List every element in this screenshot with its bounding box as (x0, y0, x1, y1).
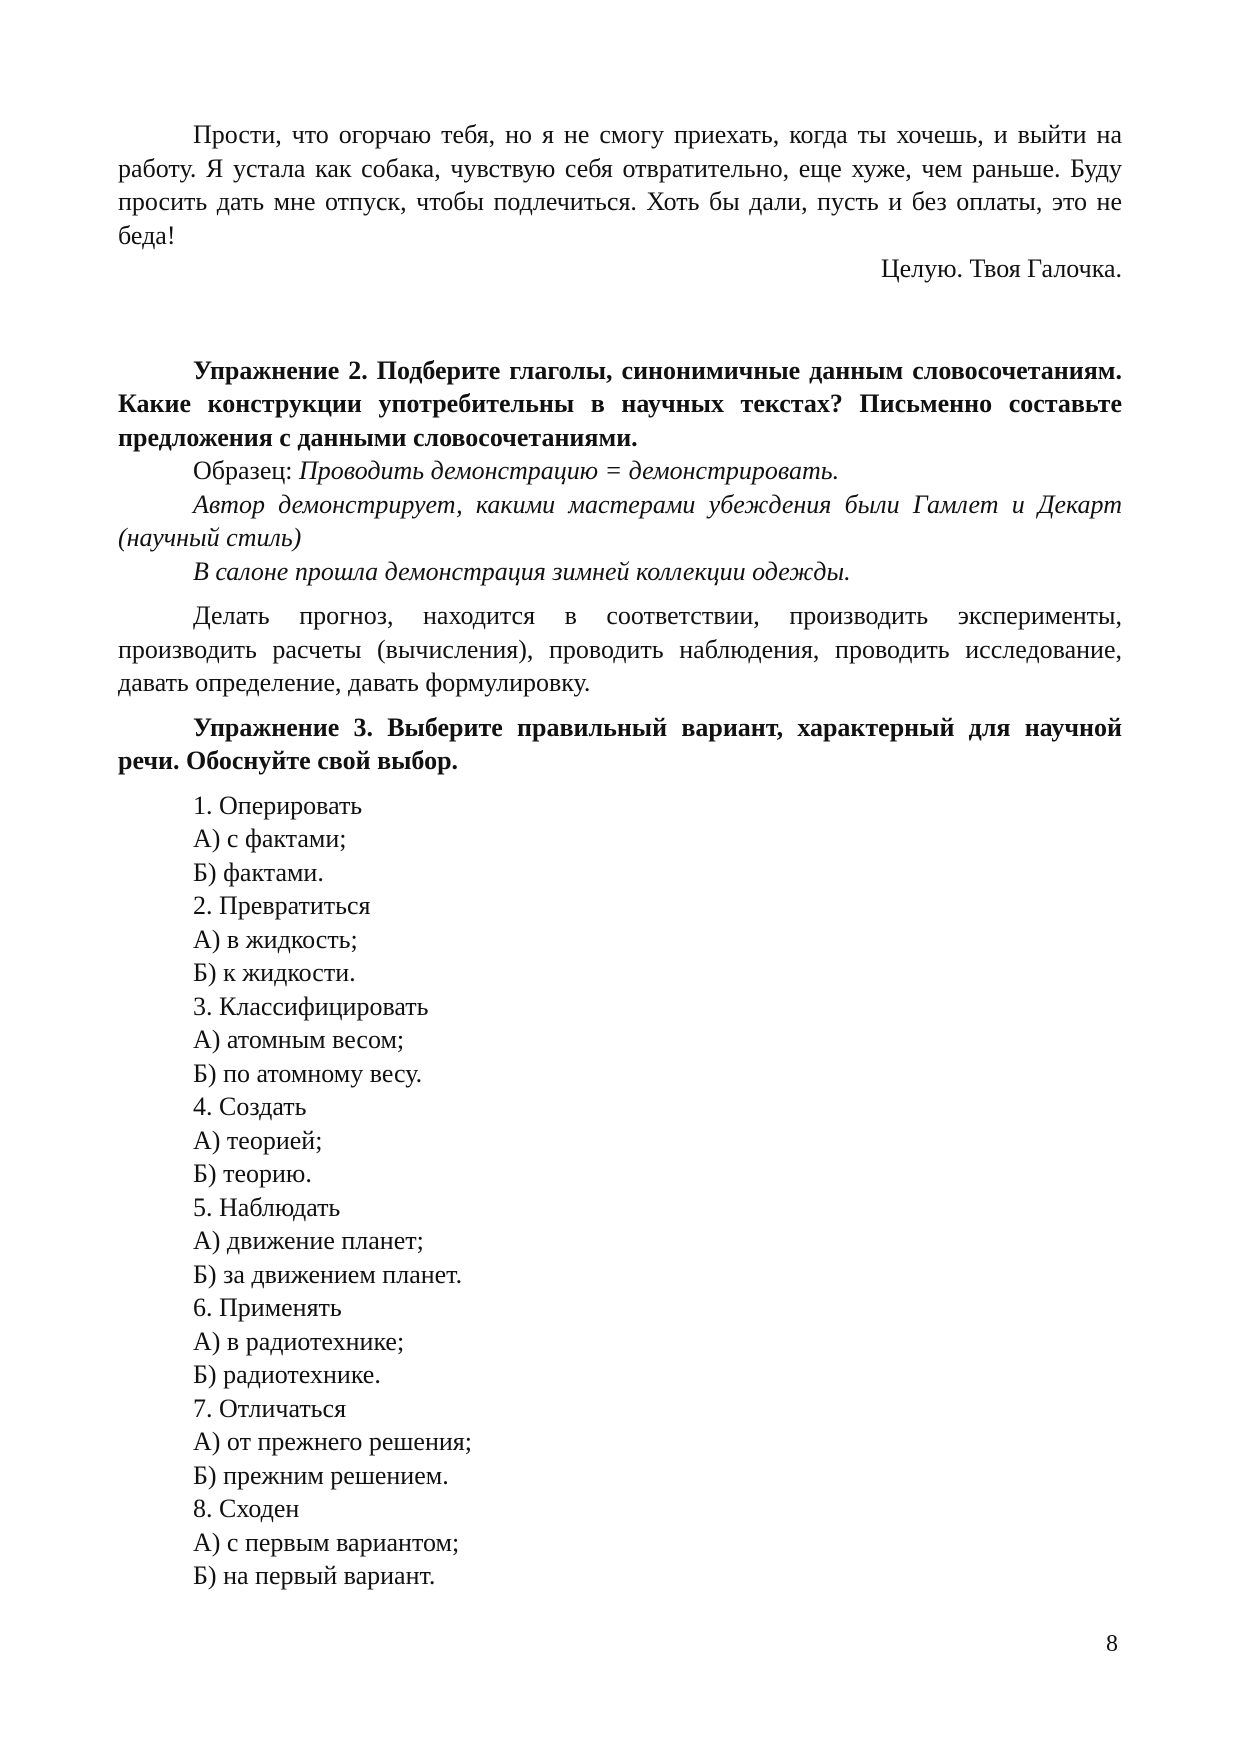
item-4-option-a: А) теорией; (193, 1125, 323, 1155)
item-7-option-b: Б) прежним решением. (193, 1460, 449, 1490)
item-2-option-b: Б) к жидкости. (193, 958, 356, 987)
exercise-2-heading: Упражнение 2. Подберите глаголы, синонимичные данным словосочетаниям. Какие конструкции употребительны в научных текстах? Письменно составьте предложения с данными словосочетаниями. (118, 355, 1122, 452)
item-7-title: 7. Отличаться (193, 1393, 347, 1423)
item-1-option-a: А) с фактами; (193, 824, 347, 853)
document-page (118, 118, 1122, 1593)
letter-paragraph: Прости, что огорчаю тебя, но я не смогу приехать, когда ты хочешь, и выйти на работу. Я устала как собака, чувствую себя отвратительно, еще хуже, чем раньше. Буду просить дать мне отпуск, чтобы подлечиться. Хоть бы дали, пусть и без оплаты, это не беда! (118, 120, 1122, 250)
item-8-title: 8. Сходен (193, 1494, 300, 1523)
exercise-3-heading: Упражнение 3. Выберите правильный вариант, характерный для научной речи. Обоснуйте свой выбор. (118, 712, 1122, 775)
sample-label: Образец: (193, 456, 299, 485)
item-2-option-a: А) в жидкость; (193, 924, 358, 954)
item-2-title: 2. Превратиться (193, 891, 371, 920)
item-4-title: 4. Создать (193, 1092, 307, 1121)
sample-text: Проводить демонстрацию = демонстрировать. (299, 456, 840, 485)
item-7-option-a: А) от прежнего решения; (193, 1427, 472, 1456)
item-6-title: 6. Применять (193, 1293, 342, 1322)
item-1-title: 1. Оперировать (193, 790, 363, 820)
item-5-title: 5. Наблюдать (193, 1192, 341, 1222)
item-8-option-a: А) с первым вариантом; (193, 1527, 460, 1557)
item-6-option-a: А) в радиотехнике; (193, 1326, 405, 1356)
item-3-option-b: Б) по атомному весу. (193, 1058, 423, 1088)
exercise-2-example-1: Автор демонстрирует, какими мастерами убеждения были Гамлет и Декарт (научный стиль) (118, 489, 1122, 552)
letter-signature: Целую. Твоя Галочка. (880, 254, 1122, 283)
item-5-option-a: А) движение планет; (193, 1226, 424, 1255)
exercise-2-sample (118, 454, 1122, 488)
exercise-3-list (193, 789, 1122, 1593)
item-8-option-b: Б) на первый вариант. (193, 1561, 436, 1590)
item-5-option-b: Б) за движением планет. (193, 1259, 463, 1289)
item-6-option-b: Б) радиотехнике. (193, 1360, 381, 1389)
item-3-option-a: А) атомным весом; (193, 1025, 405, 1054)
item-4-option-b: Б) теорию. (193, 1159, 312, 1188)
exercise-2-task: Делать прогноз, находится в соответствии, производить эксперименты, производить расчеты (вычисления), проводить наблюдения, проводить исследование, давать определение, давать формулировку. (118, 601, 1122, 697)
exercise-2-example-2: В салоне прошла демонстрация зимней коллекции одежды. (193, 556, 851, 586)
item-3-title: 3. Классифицировать (193, 991, 429, 1021)
page-number: 8 (1106, 1631, 1118, 1657)
item-1-option-b: Б) фактами. (193, 857, 324, 887)
